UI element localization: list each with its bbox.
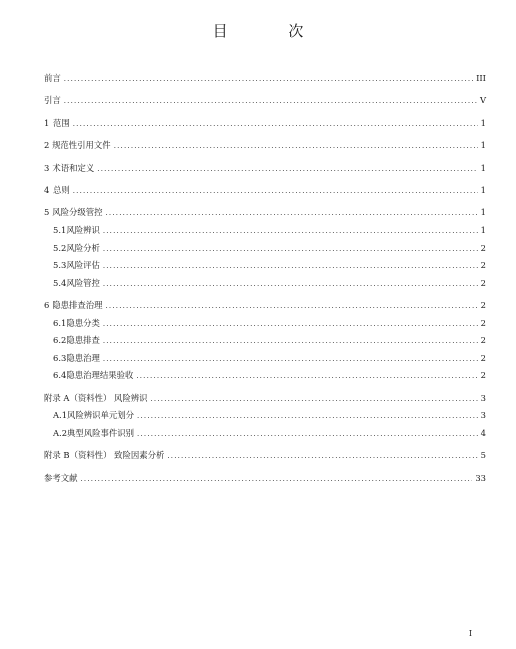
toc-entry-number: 6.2 xyxy=(53,335,67,346)
toc-entry-label: 风险辨识单元划分 xyxy=(67,410,135,421)
toc-entry-label: 附录 B（资料性） 致险因素分析 xyxy=(44,450,165,461)
toc-entry-page: 5 xyxy=(480,450,486,461)
dot-leader xyxy=(97,161,477,179)
dot-leader xyxy=(151,391,478,409)
toc-entry-label: 术语和定义 xyxy=(52,162,95,173)
toc-entry-label: 总则 xyxy=(52,184,70,195)
dot-leader xyxy=(114,138,478,156)
toc-entry-page: 1 xyxy=(480,140,486,151)
toc-entry[interactable] xyxy=(44,137,486,155)
toc-entry-number: 5.1 xyxy=(53,224,67,235)
dot-leader xyxy=(103,316,478,334)
toc-title: 目 次 xyxy=(212,22,332,40)
toc-entry-page: 1 xyxy=(480,162,486,173)
toc-entry-page: 2 xyxy=(480,352,486,363)
toc-entry[interactable] xyxy=(44,407,486,425)
toc-entry-label: 隐患治理结果验收 xyxy=(66,370,134,381)
toc-entry-page: 2 xyxy=(480,300,486,311)
toc-entry-number: 6.3 xyxy=(53,352,67,363)
toc-entry-page: 3 xyxy=(480,392,486,403)
toc-entry[interactable] xyxy=(44,92,486,110)
toc-entry-label: 前言 xyxy=(44,73,61,83)
toc-entry-page: 2 xyxy=(480,242,486,253)
toc-entry-page: V xyxy=(479,95,486,106)
dot-leader xyxy=(103,276,478,294)
toc-entry[interactable] xyxy=(44,332,486,350)
toc-entry[interactable] xyxy=(44,297,486,315)
toc-entry[interactable] xyxy=(44,240,486,258)
toc-entry-page: III xyxy=(476,73,486,83)
dot-leader xyxy=(106,205,478,223)
toc-entry-number: A.1 xyxy=(53,410,68,421)
toc-entry-number: 5.4 xyxy=(53,277,67,288)
toc-entry-label: 隐患排查治理 xyxy=(52,300,103,311)
dot-leader xyxy=(103,258,478,276)
toc-entry-page: 1 xyxy=(480,117,486,128)
toc-entry-page: 33 xyxy=(475,472,486,483)
dot-leader xyxy=(167,448,477,466)
page-number: I xyxy=(468,629,472,638)
dot-leader xyxy=(103,223,478,241)
dot-leader xyxy=(137,408,478,426)
toc-entry-page: 1 xyxy=(480,224,486,235)
toc-entry-page: 2 xyxy=(480,335,486,346)
toc-entry-label: 隐患治理 xyxy=(66,352,100,363)
toc-entry[interactable] xyxy=(44,222,486,240)
toc-entry-number: 6.1 xyxy=(53,317,67,328)
toc-entry-number: 5.3 xyxy=(53,260,67,271)
toc-entry-label: 参考文献 xyxy=(44,472,78,483)
dot-leader xyxy=(136,368,477,386)
dot-leader xyxy=(73,116,478,134)
toc-entry-label: 引言 xyxy=(44,95,61,106)
toc-entry[interactable] xyxy=(44,390,486,408)
toc-entry[interactable] xyxy=(44,315,486,333)
toc-entry[interactable] xyxy=(44,182,486,200)
toc-entry[interactable] xyxy=(44,160,486,178)
toc-entry-label: 风险分级管控 xyxy=(52,207,103,218)
toc-entry-number: 5 xyxy=(44,207,50,218)
toc-entry-label: 风险分析 xyxy=(66,242,100,253)
dot-leader xyxy=(64,71,473,89)
toc-entry[interactable] xyxy=(44,470,486,488)
toc-entry-label: 风险评估 xyxy=(66,260,100,271)
toc-entry-number: 6.4 xyxy=(53,370,67,381)
dot-leader xyxy=(64,93,477,111)
toc-entry[interactable] xyxy=(44,115,486,133)
toc-entry-label: 风险辨识 xyxy=(66,224,100,235)
toc-entry-number: 4 xyxy=(44,184,50,195)
dot-leader xyxy=(137,426,478,444)
toc-entry-number: 2 xyxy=(44,140,50,151)
toc-entry-number: 6 xyxy=(44,300,50,311)
toc-entry[interactable] xyxy=(44,425,486,443)
toc-entry-page: 2 xyxy=(480,370,486,381)
toc-entry-label: 范围 xyxy=(52,117,70,128)
toc-entry[interactable] xyxy=(44,275,486,293)
toc-entry-number: 1 xyxy=(44,117,50,128)
toc-entry-page: 3 xyxy=(480,410,486,421)
table-of-contents xyxy=(44,70,486,487)
toc-entry-number: 5.2 xyxy=(53,242,67,253)
toc-entry-page: 4 xyxy=(480,428,486,439)
toc-entry[interactable] xyxy=(44,447,486,465)
toc-entry-number: 3 xyxy=(44,162,50,173)
toc-entry-number: A.2 xyxy=(53,428,68,439)
toc-entry[interactable] xyxy=(44,204,486,222)
toc-entry-page: 2 xyxy=(480,260,486,271)
dot-leader xyxy=(103,241,478,259)
toc-entry-page: 1 xyxy=(480,207,486,218)
toc-entry[interactable] xyxy=(44,350,486,368)
toc-entry-label: 附录 A（资料性） 风险辨识 xyxy=(44,392,148,403)
dot-leader xyxy=(106,298,478,316)
toc-entry-page: 1 xyxy=(480,184,486,195)
dot-leader xyxy=(81,471,473,489)
dot-leader xyxy=(103,333,478,351)
toc-entry-label: 风险管控 xyxy=(66,277,100,288)
toc-entry-page: 2 xyxy=(480,317,486,328)
toc-entry[interactable] xyxy=(44,257,486,275)
dot-leader xyxy=(73,183,478,201)
toc-entry-label: 典型风险事件识别 xyxy=(67,428,135,439)
toc-entry[interactable] xyxy=(44,367,486,385)
toc-entry-page: 2 xyxy=(480,277,486,288)
toc-entry-label: 规范性引用文件 xyxy=(52,140,111,151)
toc-entry-label: 隐患分类 xyxy=(66,317,100,328)
toc-entry[interactable] xyxy=(44,70,486,88)
dot-leader xyxy=(103,351,478,369)
toc-entry-label: 隐患排查 xyxy=(66,335,100,346)
